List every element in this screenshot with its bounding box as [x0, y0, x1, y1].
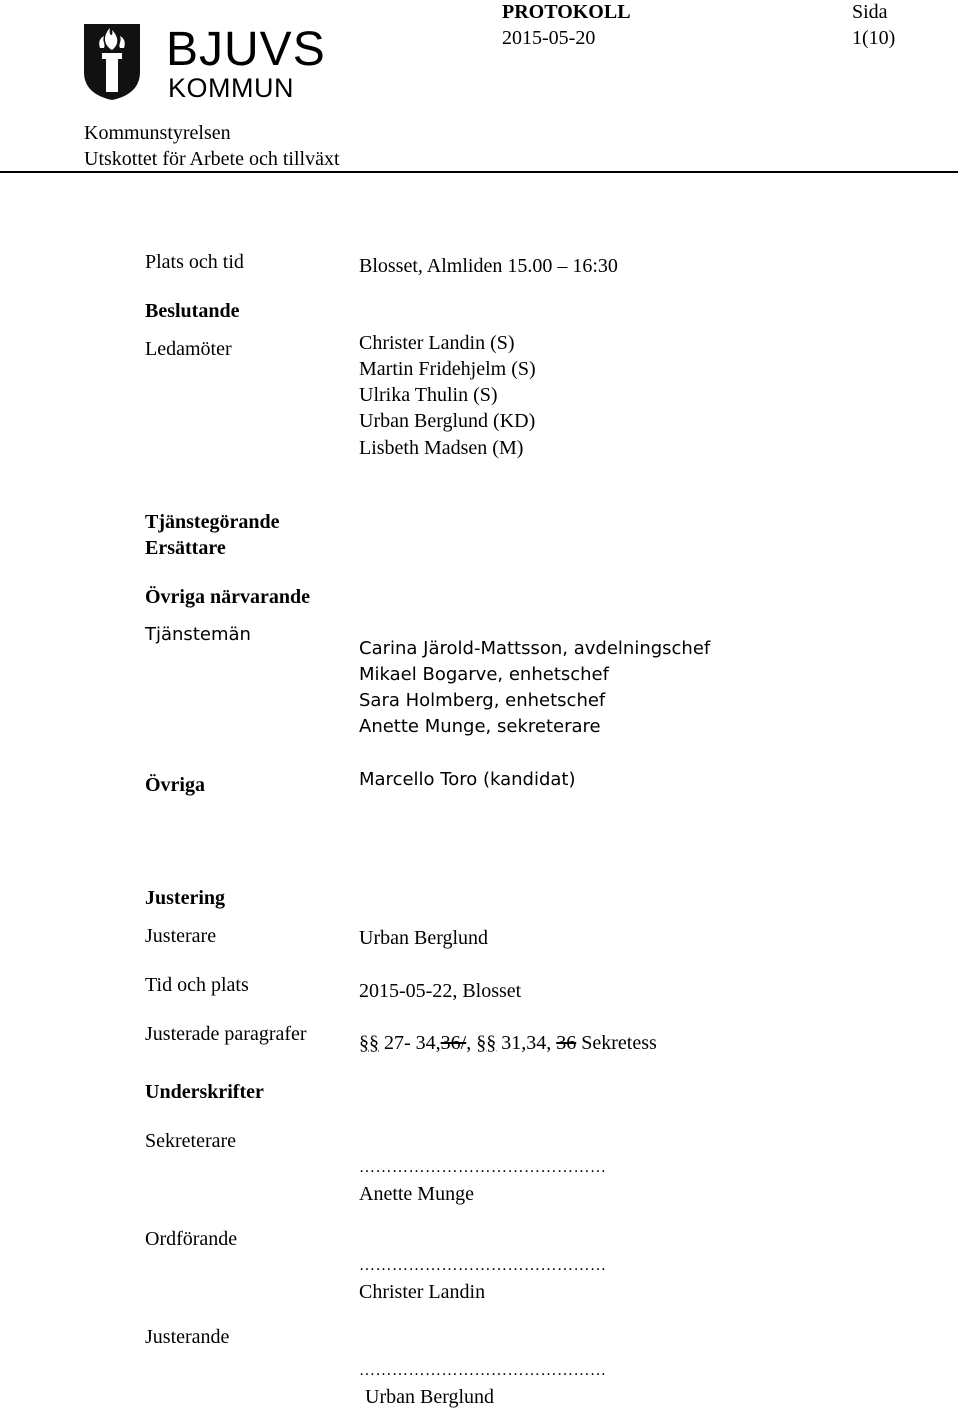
- tid-label: Tid och plats: [145, 974, 249, 996]
- tjansteman-label: Tjänstemän: [145, 624, 251, 645]
- ledamoter-label: Ledamöter: [145, 338, 232, 360]
- ovriga-label: Övriga: [145, 774, 205, 796]
- ovriga-narvarande-heading: Övriga närvarande: [145, 586, 310, 608]
- paragrafer-part1: 27- 34,: [384, 1032, 441, 1054]
- ledamot-item: Ulrika Thulin (S): [359, 384, 498, 406]
- logo-text-line2: KOMMUN: [168, 73, 294, 103]
- tjansteman-item: Carina Järold-Mattsson, avdelningschef: [359, 638, 711, 659]
- ordforande-name: Christer Landin: [359, 1281, 486, 1303]
- sekreterare-label: Sekreterare: [145, 1130, 237, 1152]
- org-line1: Kommunstyrelsen: [84, 122, 231, 144]
- paragrafer-strike2: 36: [556, 1032, 577, 1054]
- sekreterare-name: Anette Munge: [359, 1183, 474, 1205]
- beslutande-heading: Beslutande: [145, 300, 240, 322]
- tid-value: 2015-05-22, Blosset: [359, 980, 522, 1002]
- section-sign-icon: §: [369, 1032, 379, 1054]
- ersattare-heading: Ersättare: [145, 537, 226, 559]
- justerande-name: Urban Berglund: [365, 1386, 495, 1408]
- signature-line: ………………………………………: [359, 1159, 607, 1176]
- ovriga-value: Marcello Toro (kandidat): [359, 769, 576, 790]
- paragrafer-strike1: 36/: [440, 1032, 467, 1054]
- paragrafer-part4: Sekretess: [581, 1032, 657, 1054]
- plats-label: Plats och tid: [145, 251, 244, 273]
- section-sign-icon: §: [476, 1032, 487, 1054]
- plats-value: Blosset, Almliden 15.00 – 16:30: [359, 255, 618, 277]
- signature-line: ………………………………………: [359, 1362, 607, 1379]
- ledamot-item: Urban Berglund (KD): [359, 410, 536, 432]
- doc-date: 2015-05-20: [502, 27, 596, 49]
- justerare-value: Urban Berglund: [359, 927, 489, 949]
- page-label: Sida: [852, 1, 888, 23]
- org-line2: Utskottet för Arbete och tillväxt: [84, 148, 340, 170]
- paragrafer-part3: 31,34,: [501, 1032, 552, 1054]
- paragrafer-label: Justerade paragrafer: [145, 1023, 307, 1045]
- bjuvs-kommun-logo: [80, 20, 330, 108]
- tjansteman-item: Anette Munge, sekreterare: [359, 716, 601, 737]
- justering-heading: Justering: [145, 887, 225, 909]
- signature-line: ………………………………………: [359, 1257, 607, 1274]
- justerare-label: Justerare: [145, 925, 217, 947]
- doc-type: PROTOKOLL: [502, 1, 631, 23]
- ledamot-item: Christer Landin (S): [359, 332, 515, 354]
- justerande-label: Justerande: [145, 1326, 230, 1348]
- ledamot-item: Lisbeth Madsen (M): [359, 437, 524, 459]
- tjanstegorande-heading: Tjänstegörande: [145, 511, 280, 533]
- paragrafer-value: [359, 1033, 657, 1053]
- ledamot-item: Martin Fridehjelm (S): [359, 358, 536, 380]
- logo-text-line1: BJUVS: [166, 23, 326, 76]
- section-sign-icon: §: [359, 1032, 369, 1054]
- tjansteman-item: Mikael Bogarve, enhetschef: [359, 664, 609, 685]
- underskrifter-heading: Underskrifter: [145, 1081, 264, 1103]
- tjansteman-item: Sara Holmberg, enhetschef: [359, 690, 606, 711]
- ordforande-label: Ordförande: [145, 1228, 238, 1250]
- paragrafer-part2: ,: [466, 1032, 472, 1054]
- header-divider: [0, 171, 958, 173]
- page-number: 1(10): [852, 27, 896, 49]
- section-sign-icon: §: [486, 1032, 497, 1054]
